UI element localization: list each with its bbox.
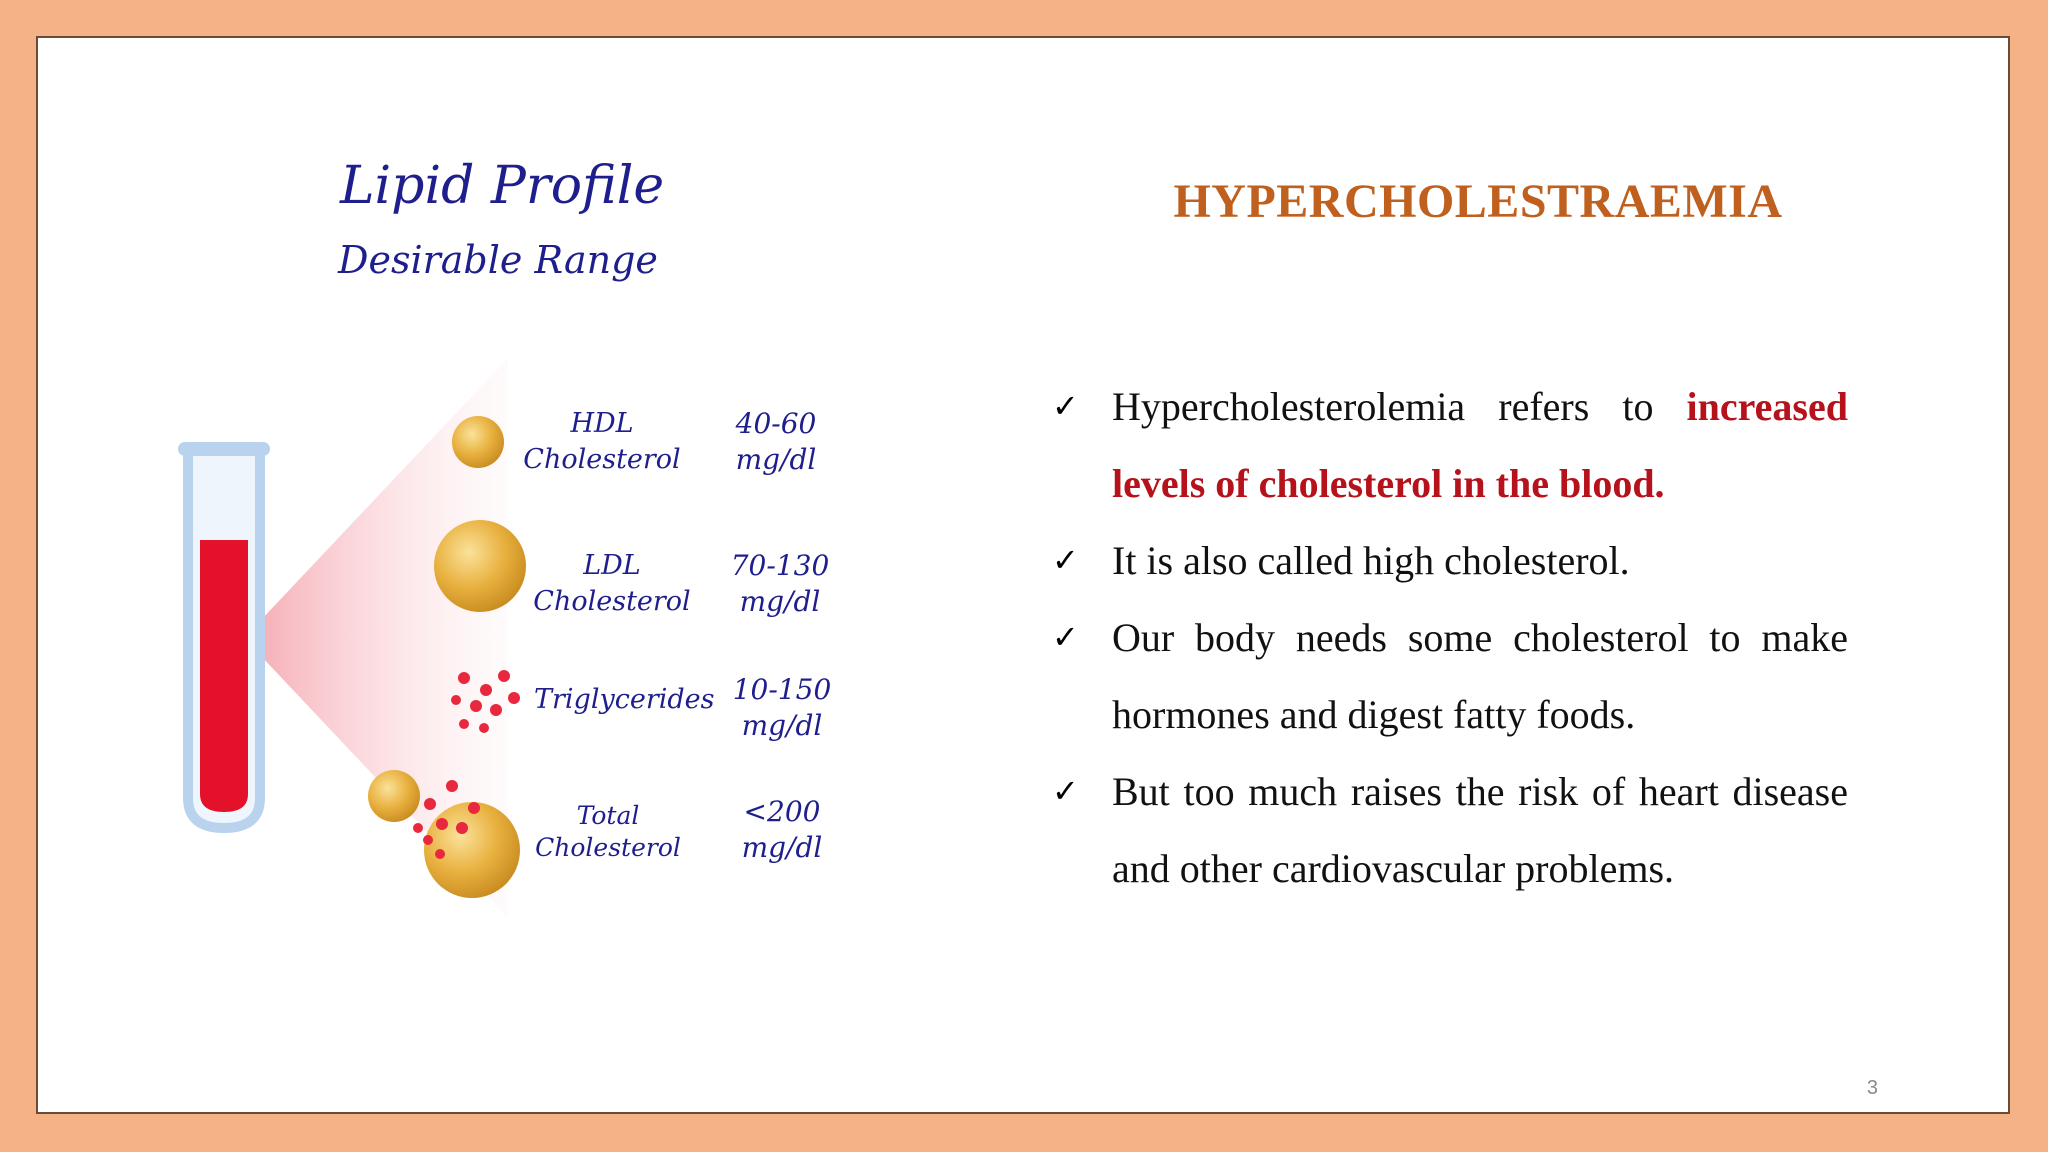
lipid-range-ldl: 70-130 mg/dl <box>730 549 830 618</box>
bullet-item <box>1052 753 1848 907</box>
checkmark-icon: ✓ <box>1052 772 1079 810</box>
checkmark-icon: ✓ <box>1052 387 1079 425</box>
slide-title: HYPERCHOLESTRAEMIA <box>1173 175 1783 228</box>
bullet-text: But too much raises the risk of heart disease and other cardiovascular problems. <box>1112 769 1848 891</box>
lipid-name-total: Total Cholesterol <box>535 801 681 862</box>
lipid-range-total: <200 mg/dl <box>741 795 823 864</box>
lipid-name-hdl: HDL Cholesterol <box>523 408 681 475</box>
bullet-item <box>1052 522 1848 599</box>
bullet-text: Hypercholesterolemia refers to <box>1112 384 1687 429</box>
bullet-list <box>1052 368 1848 907</box>
bullet-item <box>1052 368 1848 522</box>
lipid-name-triglycerides: Triglycerides <box>534 684 715 715</box>
bullet-highlight: increased levels of cholesterol in the blood. <box>1112 384 1848 506</box>
lipid-range-hdl: 40-60 mg/dl <box>735 407 817 476</box>
tube-rim <box>178 442 270 456</box>
lipid-profile-infographic <box>38 38 938 1114</box>
slide <box>36 36 2010 1114</box>
blood-sample <box>200 540 248 812</box>
bullet-text: Our body needs some cholesterol to make hormones and digest fatty foods. <box>1112 615 1848 737</box>
lipid-range-triglycerides: 10-150 mg/dl <box>732 673 832 742</box>
checkmark-icon: ✓ <box>1052 541 1079 579</box>
infographic-subtitle: Desirable Range <box>338 238 658 282</box>
checkmark-icon: ✓ <box>1052 618 1079 656</box>
bullet-item <box>1052 599 1848 753</box>
bullet-text: It is also called high cholesterol. <box>1112 538 1630 583</box>
total-small-particle <box>368 770 420 822</box>
lipid-name-ldl: LDL Cholesterol <box>533 550 691 617</box>
infographic-title: Lipid Profile <box>340 156 665 216</box>
page-number: 3 <box>1866 1077 1878 1099</box>
